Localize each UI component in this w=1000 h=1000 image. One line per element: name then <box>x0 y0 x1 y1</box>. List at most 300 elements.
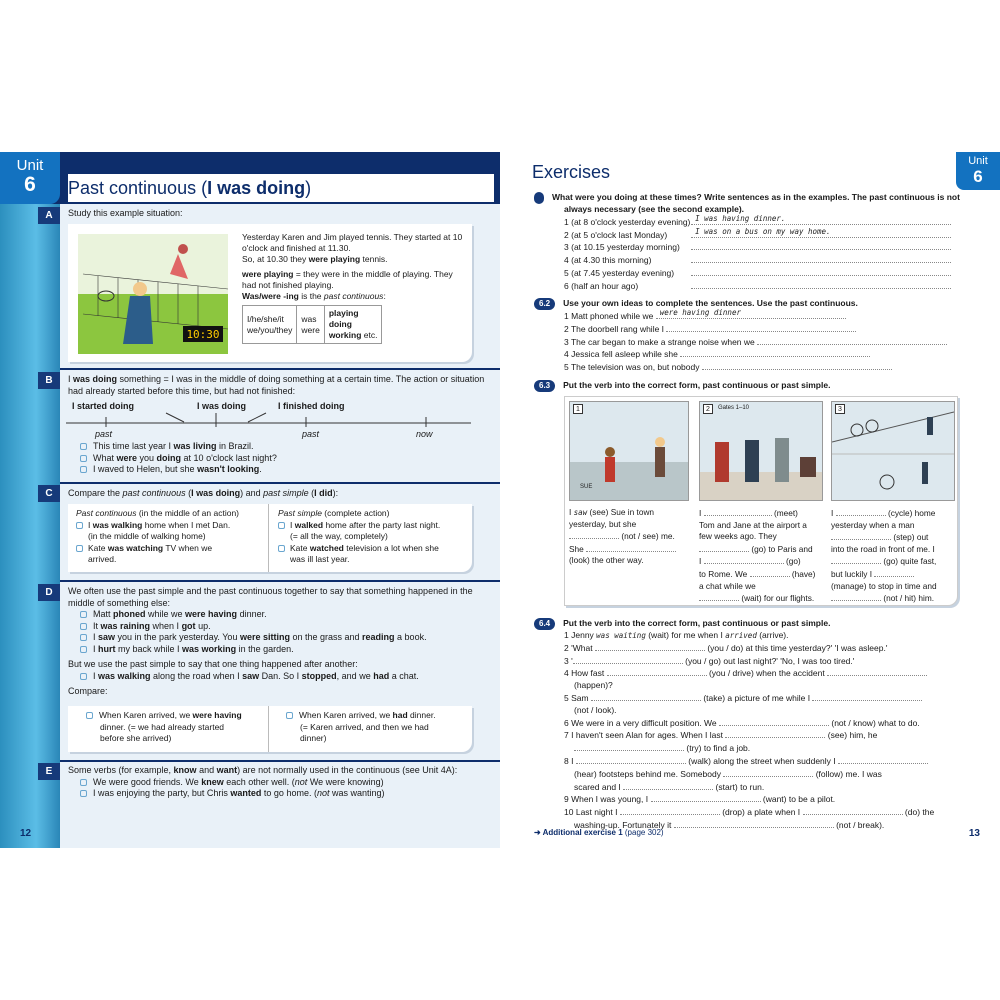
b-ex3 <box>80 464 500 476</box>
c-i-f: past simple <box>263 488 309 498</box>
ex61-answer-line <box>691 213 951 225</box>
a-p2 <box>242 254 464 265</box>
ex62-item-number: 2 <box>564 323 569 334</box>
section-label-a: A <box>38 207 60 224</box>
c-l2 <box>76 543 266 566</box>
c2-0: I <box>699 508 702 518</box>
ex62-instruction <box>534 298 964 310</box>
d-ex5 <box>80 671 500 683</box>
ex62-item-number: 1 <box>564 311 569 321</box>
title-post: ) <box>305 178 312 198</box>
c2-9: a chat while we <box>699 580 756 591</box>
section-a-intro: Study this example situation: <box>68 208 183 218</box>
e-e1c: each other well. ( <box>223 776 295 787</box>
c-l2d: arrived. <box>88 554 117 564</box>
section-label-e: E <box>38 763 60 780</box>
ex61-item-number: 5 <box>564 267 569 278</box>
ex62-number: 6.2 <box>534 298 555 310</box>
ex61-item <box>534 267 964 280</box>
right-page <box>500 152 1000 848</box>
cyclist-scene-illustration <box>832 402 954 500</box>
a-p2-a: So, at 10.30 they <box>242 254 309 264</box>
q1-a: Jenny <box>571 630 594 640</box>
unit-number: 6 <box>24 173 36 196</box>
q2-a: 'What <box>571 642 593 653</box>
q6-b: (not / know) what to do. <box>831 717 920 728</box>
ex61-text: What were you doing at these times? Write sentences as in the examples. The past continuous is not always necessary (see the second example). <box>552 192 960 214</box>
d-cl1d: before she arrived) <box>100 733 172 743</box>
exercises-heading: Exercises <box>532 162 611 182</box>
tbl-r1c1: I/he/she/it <box>247 313 284 324</box>
a-p4: Was/were -ing is the past continuous: <box>242 291 386 301</box>
d-e1e: dinner. <box>237 609 267 619</box>
d-cr1a: When Karen arrived, we <box>299 710 393 720</box>
e-p1 <box>60 765 500 777</box>
q7-n: 7 <box>564 730 569 741</box>
tbl-c3a: playing <box>328 308 359 318</box>
q5-n: 5 <box>564 692 569 703</box>
left-page <box>0 152 500 848</box>
d-cl1b: were having <box>192 710 242 720</box>
exercise-6-4 <box>534 618 964 832</box>
b-e3a: I waved to Helen, but she <box>93 464 198 474</box>
footer-b: (page 302) <box>622 828 664 837</box>
q9-b: (want) to be a pilot. <box>762 794 836 805</box>
e-p1d: want <box>216 765 238 775</box>
ex64-items <box>534 630 964 832</box>
ex61-item-number: 6 <box>564 280 569 291</box>
c-left-col <box>76 508 266 566</box>
d-e2b: was raining <box>100 620 151 631</box>
d-cr1d: (= Karen arrived, and then we had <box>300 721 429 732</box>
timeline-now: now <box>416 429 433 439</box>
ex64-item-9 <box>564 793 964 806</box>
c2-8: (have) <box>791 568 816 579</box>
ex61-item-number: 2 <box>564 229 569 240</box>
ex64-item-1 <box>564 630 964 642</box>
tbl-c3d: etc. <box>363 330 378 340</box>
q4-n: 4 <box>564 668 569 679</box>
c-l1c: home when I met Dan. <box>142 519 231 530</box>
ex63-text-3 <box>831 507 957 605</box>
q1-ans1: was waiting <box>596 631 646 640</box>
d-intro: We often use the past simple and the past continuous together to say that something happened in the middle of something else: <box>68 586 473 608</box>
c-i-e: ) and <box>240 488 264 498</box>
b-e1a: This time last year I <box>93 441 174 451</box>
section-b <box>60 374 500 476</box>
c-r2a: Kate <box>290 542 310 553</box>
c1-5: She <box>569 543 584 554</box>
ex61-item-prompt: (at 4.30 this morning) <box>571 255 652 266</box>
tbl-r2c1: we/you/they <box>247 324 293 335</box>
c-l1d: (in the middle of walking home) <box>88 531 206 541</box>
d-e1a: Matt <box>93 609 114 619</box>
d-e2c: when I <box>150 620 182 631</box>
ex64-item-7b <box>564 742 964 755</box>
airport-scene-illustration <box>700 402 822 500</box>
ex62-item <box>534 336 964 349</box>
ex64-item-8b <box>564 768 964 781</box>
ex64-item-4 <box>564 667 964 680</box>
ex62-item-prompt: Matt phoned while we <box>571 311 654 321</box>
a-p3 <box>242 269 464 291</box>
a-p3-c: = they were in the middle of playing. They had not finished playing. <box>242 269 453 290</box>
e-e2b: wanted <box>230 788 262 798</box>
ex63-text: Put the verb into the correct form, past continuous or past simple. <box>563 380 831 390</box>
d-e4b: hurt <box>98 643 116 654</box>
b-p1 <box>60 374 500 397</box>
q4-a: How fast <box>571 668 605 679</box>
picture-1 <box>569 401 689 501</box>
exercise-6-3 <box>534 380 964 392</box>
ex61-answer: I was having dinner. <box>695 213 786 223</box>
c1-6: (look) the other way. <box>569 555 644 566</box>
c2-7: to Rome. We <box>699 568 748 579</box>
q8-d: (follow) me. I was <box>815 768 882 779</box>
d-e5b: was walking <box>98 670 151 681</box>
ex62-items <box>534 310 964 374</box>
b-e2d: doing <box>156 452 182 463</box>
ex61-number: 6.1 <box>534 192 544 204</box>
d-e3b: saw <box>98 632 116 642</box>
c2-10: (wait) for our flights. <box>741 593 815 604</box>
section-label-c: C <box>38 485 60 502</box>
c-l1b: was walking <box>92 519 143 530</box>
b-e3c: . <box>259 464 262 474</box>
section-c <box>60 488 500 500</box>
ex62-item <box>534 323 964 336</box>
d-cr1c: dinner. <box>407 710 436 720</box>
timeline <box>60 401 500 441</box>
title-pre: Past continuous ( <box>68 178 208 198</box>
e-examples <box>60 777 500 800</box>
ex61-answer-line <box>691 267 951 276</box>
c2-4: (go) to Paris and <box>751 543 813 554</box>
a-p2-b: were playing <box>308 254 361 264</box>
d-e4a: I <box>93 643 99 654</box>
c-r1d: (= all the way, completely) <box>290 531 388 541</box>
book-spread <box>0 152 1000 848</box>
tbl-c3c: working <box>328 330 362 340</box>
c2-2: Tom and Jane at the airport a <box>699 519 807 530</box>
d-cr1b: had <box>392 710 408 720</box>
unit-number-right: 6 <box>973 167 983 186</box>
q10-b: (drop) a plate when I <box>722 807 801 818</box>
e-p1a: Some verbs (for example, <box>68 765 174 775</box>
additional-exercise-link[interactable] <box>534 828 664 837</box>
ex61-answer-line <box>691 241 951 250</box>
e-e2a: I was enjoying the party, but Chris <box>93 788 231 798</box>
ex62-item-prompt: Jessica fell asleep while she <box>571 349 678 360</box>
c3-6: but luckily I <box>831 568 873 579</box>
ex61-item-prompt: (at 7.45 yesterday evening) <box>571 267 675 278</box>
timeline-line <box>66 411 476 429</box>
q1-n: 1 <box>564 630 569 640</box>
c-r2b: watched <box>309 542 344 553</box>
page-number-right: 13 <box>968 828 980 839</box>
e-p1b: know <box>173 765 197 775</box>
ex63-text-2 <box>699 507 825 605</box>
d-e4c: my back while I <box>115 643 183 654</box>
q5-b: (take) a picture of me while I <box>703 692 811 703</box>
c-lh-b: (in the middle of an action) <box>136 508 240 518</box>
tbl-c3b: doing <box>328 319 352 329</box>
ex64-item-2 <box>564 642 964 655</box>
ex63-number: 6.3 <box>534 380 555 392</box>
ex62-answer-line <box>666 323 856 332</box>
divider <box>60 580 500 582</box>
ex61-items <box>534 213 964 293</box>
c3-8: (not / hit) him. <box>883 593 935 604</box>
a-p4-b: is the <box>298 291 324 301</box>
picture-3 <box>831 401 955 501</box>
timeline-middle-label: I was doing <box>197 401 247 411</box>
b-p1-b: was doing <box>73 374 118 384</box>
c-i-i: ): <box>332 488 339 498</box>
d-e3f: reading <box>362 632 395 642</box>
d-e5c: along the road when I <box>150 670 243 681</box>
q9-a: When I was young, I <box>571 794 649 805</box>
b-p1-a: I <box>68 374 74 384</box>
ex64-item-5b: (not / look). <box>574 704 617 715</box>
q9-n: 9 <box>564 794 569 805</box>
c3-3: (step) out <box>893 532 929 543</box>
d-cl1a: When Karen arrived, we <box>99 710 193 720</box>
left-header <box>0 152 500 204</box>
ex61-answer-line <box>691 254 951 263</box>
a-p3-b: were playing <box>242 269 294 279</box>
e-e2c: to go home. ( <box>261 788 317 798</box>
c3-5: (go) quite fast, <box>883 556 937 567</box>
c-l1 <box>76 520 266 543</box>
d-e1c: while we <box>145 609 186 619</box>
c-i-b: past continuous <box>122 488 186 498</box>
b-e1c: in Brazil. <box>216 441 254 451</box>
ex62-item-prompt: The television was on, but nobody <box>570 362 700 373</box>
q10-c: (do) the <box>904 807 935 818</box>
d-e4e: in the garden. <box>236 643 294 654</box>
q3-a: ' <box>571 655 573 666</box>
b-ex2 <box>80 453 500 465</box>
q5-a: Sam <box>571 692 589 703</box>
d-e1d: were having <box>185 609 238 619</box>
q10-a: Last night I <box>575 807 618 818</box>
q8-b: (walk) along the street when suddenly I <box>688 755 836 766</box>
b-examples <box>60 441 500 476</box>
c-i-c: ( <box>185 488 192 498</box>
e-e2d: not <box>316 788 330 798</box>
ex62-answer-line <box>702 361 892 370</box>
ex63-text-1 <box>569 507 693 567</box>
b-e3b: wasn't looking <box>197 464 260 474</box>
section-a-box <box>68 224 472 362</box>
c-i-d: I was doing <box>191 488 241 498</box>
exercise-6-1 <box>509 192 964 293</box>
c-right-col <box>278 508 468 566</box>
ex64-item-8 <box>564 755 964 768</box>
d-ex2 <box>80 621 500 633</box>
b-e2c: you <box>137 452 157 463</box>
page-title <box>68 174 494 202</box>
ex64-item-10 <box>564 806 964 819</box>
divider <box>60 368 500 370</box>
c2-3: few weeks ago. They <box>699 531 777 542</box>
d-e2d: got <box>181 620 196 631</box>
d-ex3 <box>80 632 500 644</box>
q2-b: (you / do) at this time yesterday?' 'I was asleep.' <box>707 642 888 653</box>
q2-n: 2 <box>564 642 569 653</box>
d-e1b: phoned <box>113 609 146 619</box>
c-l1a: I <box>88 519 93 530</box>
gates-sign: Gates 1–10 <box>718 405 750 411</box>
section-a <box>60 208 500 220</box>
d-ex4 <box>80 644 500 656</box>
a-p1: Yesterday Karen and Jim played tennis. They started at 10 o'clock and finished at 11.30. <box>242 232 463 253</box>
b-e2b: were <box>116 452 138 463</box>
d-compare: Compare: <box>68 686 108 696</box>
ex61-item <box>534 254 964 267</box>
ex62-text: Use your own ideas to complete the sentences. Use the past continuous. <box>563 298 858 308</box>
d-ex1 <box>80 609 500 621</box>
ex61-answer-line <box>691 280 951 289</box>
d-e3g: a book. <box>394 632 427 642</box>
e-p1e: ) are not normally used in the continuous (see Unit 4A): <box>237 765 458 775</box>
e-ex2 <box>80 788 500 800</box>
c-r2d: was ill last year. <box>290 554 350 564</box>
ex64-item-6 <box>564 717 964 730</box>
timeline-past-2: past <box>302 429 320 439</box>
d-e3d: were sitting <box>239 632 290 642</box>
section-c-box <box>68 504 472 572</box>
d-e3c: you in the park yesterday. You <box>115 632 240 642</box>
c-r1c: home after the party last night. <box>323 519 441 530</box>
tbl-r2c2: were <box>301 324 320 335</box>
c3-1: (cycle) home <box>887 508 936 518</box>
d-p2: But we use the past simple to say that one thing happened after another: <box>68 659 358 669</box>
ex64-item-4b: (happen)? <box>574 680 613 691</box>
d-e5g: , and we <box>336 670 374 681</box>
ex64-text: Put the verb into the correct form, past continuous or past simple. <box>563 618 831 628</box>
b-e1b: was living <box>173 441 217 451</box>
q10-n: 10 <box>564 807 574 818</box>
ex61-item <box>534 226 964 242</box>
ex61-item-number: 3 <box>564 242 569 253</box>
c3-0: I <box>831 508 834 518</box>
ex61-item <box>534 241 964 254</box>
c-r1a: I <box>290 519 295 530</box>
tennis-illustration <box>78 234 228 354</box>
d-e3a: I <box>93 632 99 642</box>
c-i-a: Compare the <box>68 488 123 498</box>
c-l2a: Kate <box>88 542 108 553</box>
c-r1 <box>278 520 468 543</box>
c1-4: (not / see) me. <box>621 531 675 542</box>
e-e1e: We were knowing) <box>307 776 384 787</box>
d-e5a: I <box>93 670 99 681</box>
e-p1c: and <box>196 765 217 775</box>
q1-b: (wait) for me when I <box>648 630 723 640</box>
d-e5d: saw <box>242 670 260 681</box>
c1-2: (see) Sue in town <box>589 507 655 517</box>
b-e2a: What <box>93 452 117 463</box>
unit-tab-left <box>0 152 60 204</box>
ex64-item-5 <box>564 692 964 705</box>
c-lh-a: Past continuous <box>76 508 137 518</box>
ex61-answer: I was on a bus on my way home. <box>695 226 831 236</box>
a-p2-c: tennis. <box>360 254 388 264</box>
d-compare-right <box>286 710 466 745</box>
q4-b: (you / drive) when the accident <box>708 668 825 679</box>
be-table <box>242 305 382 344</box>
ex62-answer-line <box>680 348 870 357</box>
d-e4d: was working <box>182 643 237 654</box>
ex62-answer: were having dinner <box>659 308 741 317</box>
c-l2c: TV when we <box>163 542 213 553</box>
divider <box>60 760 500 762</box>
q6-n: 6 <box>564 717 569 728</box>
c-left-head <box>76 508 266 520</box>
d-e5e: Dan. So I <box>259 670 302 681</box>
ex62-answer-line <box>757 336 947 345</box>
c1-0: I <box>569 507 572 517</box>
d-e3e: on the grass and <box>289 632 363 642</box>
section-d-box <box>68 706 472 752</box>
c-r2 <box>278 543 468 566</box>
c-right-head <box>278 508 468 520</box>
a-p4-c: past continuous <box>323 291 384 301</box>
left-color-strip <box>0 152 60 848</box>
q7-b: (see) him, he <box>827 730 878 741</box>
c1-3: yesterday, but she <box>569 518 637 529</box>
d-cl1c: dinner. (= we had already started <box>100 721 225 732</box>
pic2-number: 2 <box>703 404 713 414</box>
divider <box>60 482 500 484</box>
be-table-subjects <box>243 306 297 344</box>
q10-e: (not / break). <box>836 819 885 830</box>
ex61-item <box>534 280 964 293</box>
d-e5i: a chat. <box>389 670 419 681</box>
c-rh-a: Past simple <box>278 508 322 518</box>
timeline-end-label: I finished doing <box>278 401 345 411</box>
ex62-item-number: 4 <box>564 349 569 360</box>
ex63-instruction <box>534 380 964 392</box>
d-e5h: had <box>373 670 390 681</box>
q8-f: (start) to run. <box>715 781 765 792</box>
c-i-h: I did <box>314 488 333 498</box>
be-table-verbs <box>297 306 324 344</box>
c2-5: I <box>699 556 702 567</box>
q1-ans2: arrived <box>725 631 757 640</box>
d-examples <box>60 609 500 655</box>
e-ex1 <box>80 777 500 789</box>
q8-e: scared and I <box>574 781 621 792</box>
ex64-instruction <box>534 618 964 630</box>
c-l2b: was watching <box>107 542 164 553</box>
b-p1-c: something = I was in the middle of doing something at a certain time. The action or situation had already started before this time, but had not finished: <box>68 374 485 396</box>
c-i-g: ( <box>308 488 315 498</box>
ex62-item-number: 5 <box>564 362 569 373</box>
q6-a: We were in a very difficult position. We <box>571 717 717 728</box>
q8-c: (hear) footsteps behind me. Somebody <box>574 768 721 779</box>
timeline-start-label: I started doing <box>72 401 135 411</box>
c3-2: yesterday when a man <box>831 519 915 530</box>
section-label-b: B <box>38 372 60 389</box>
clock-display: 10:30 <box>186 328 220 341</box>
pic1-number: 1 <box>573 404 583 414</box>
unit-word-right: Unit <box>968 155 988 167</box>
page-number-left: 12 <box>20 828 32 839</box>
e-e1a: We were good friends. We <box>93 776 202 787</box>
